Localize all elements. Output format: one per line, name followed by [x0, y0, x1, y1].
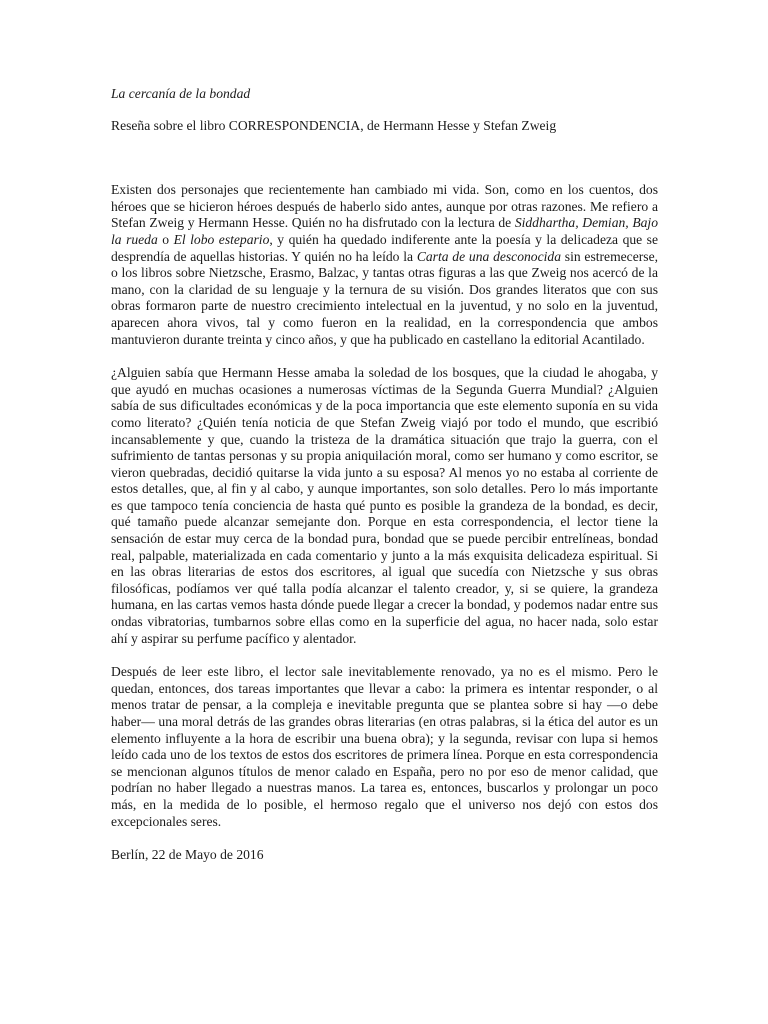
- document-subtitle: Reseña sobre el libro CORRESPONDENCIA, de Hermann Hesse y Stefan Zweig: [111, 117, 557, 133]
- paragraph-1-run-italic: El lobo estepario: [173, 231, 270, 247]
- paragraph-2: ¿Alguien sabía que Hermann Hesse amaba la soledad de los bosques, que la ciudad le ahogaba, y que ayudó en muchas ocasiones a numerosas víctimas de la Segunda Guerra Mundial? ¿Alguien sabía de sus dificultades económicas y de la poca importancia que este elemento suponía en su vida como literato? ¿Quién tenía noticia de que Stefan Zweig viajó por todo el mundo, que escribió incansablemente y que, cuando la tristeza de la dramática situación que trajo la guerra, con el sufrimiento de tantas personas y su propia aniquilación moral, como ser humano y como escritor, se vieron quebradas, decidió quitarse la vida junto a su esposa? Al menos yo no estaba al corriente de estos detalles, que, al fin y al cabo, y aunque importantes, son solo detalles. Pero lo más importante es que tampoco tenía conciencia de hasta qué punto es posible la grandeza de la bondad, es decir, qué tamaño puede alcanzar semejante don. Porque en esta correspondencia, el lector tiene la sensación de estar muy cerca de la bondad pura, bondad que se puede percibir entrelíneas, bondad real, palpable, materializada en cada comentario y junto a la más exquisita delicadeza espiritual. Si en las obras literarias de estos dos escritores, al igual que sucedía con Nietzsche y sus obras filosóficas, podíamos ver qué talla podía alcanzar el talento creador, y, si se quiere, la grandeza humana, en las cartas vemos hasta dónde puede llegar a crecer la bondad, y podemos nadar entre sus ondas vibratorias, tumbarnos sobre ellas como en la superficie del agua, no hacer nada, solo estar ahí y aspirar su perfume pacífico y alentador.: [111, 365, 658, 646]
- signoff-date: Berlín, 22 de Mayo de 2016: [111, 847, 264, 863]
- paragraph-1-run: sin estremecerse, o los libros sobre Nietzsche, Erasmo, Balzac, y tantas otras figuras a las que Zweig nos acercó de la mano, con la claridad de su lenguaje y la ternura de su visión. Dos grandes literatos que con sus obras formaron parte de nuestro crecimiento intelectual en la juventud, y no solo en la juventud, aparecen ahora vivos, tal y como fueron en la realidad, en la correspondencia que ambos mantuvieron durante treinta y cinco años, y que ha publicado en castellano la editorial Acantilado.: [111, 248, 658, 347]
- paragraph-3: Después de leer este libro, el lector sale inevitablemente renovado, ya no es el mismo. Pero le quedan, entonces, dos tareas importantes que llevar a cabo: la primera es intentar responder, o al menos tratar de pensar, a la compleja e inevitable pregunta que se plantea sobre si hay —o debe haber— una moral detrás de las grandes obras literarias (en otras palabras, si la ética del autor es un elemento influyente a la hora de escribir una buena obra); y la segunda, revisar con lupa si hemos leído cada uno de los textos de estos dos escritores de primera línea. Porque en esta correspondencia se mencionan algunos títulos de menor calado en España, pero no por eso de menor calidad, que podrían no haber llegado a nuestras manos. La tarea es, entonces, buscarlos y prolongar un poco más, en la medida de lo posible, el hermoso regalo que el universo nos dejó con estos dos excepcionales seres.: [111, 664, 658, 829]
- paragraph-1-run: o: [157, 231, 174, 247]
- document-title: La cercanía de la bondad: [111, 86, 251, 101]
- paragraph-1: [111, 182, 658, 348]
- paragraph-1-run: , y quién ha quedado indiferente ante la poesía y la delicadeza que se desprendía de aquellas historias. Y quién no ha leído la: [111, 231, 659, 264]
- paragraph-1-run-italic: Siddhartha, Demian, Bajo la rueda: [111, 215, 658, 247]
- document-page: [111, 86, 658, 864]
- paragraph-1-run: Existen dos personajes que recientemente han cambiado mi vida. Son, como en los cuentos, dos héroes que se hicieron héroes después de haberlo sido antes, aunque por otras razones. Me refiero a Stefan Zweig y Hermann Hesse. Quién no ha disfrutado con la lectura de: [111, 182, 658, 231]
- paragraph-1-run-italic: Carta de una desconocida: [416, 248, 562, 264]
